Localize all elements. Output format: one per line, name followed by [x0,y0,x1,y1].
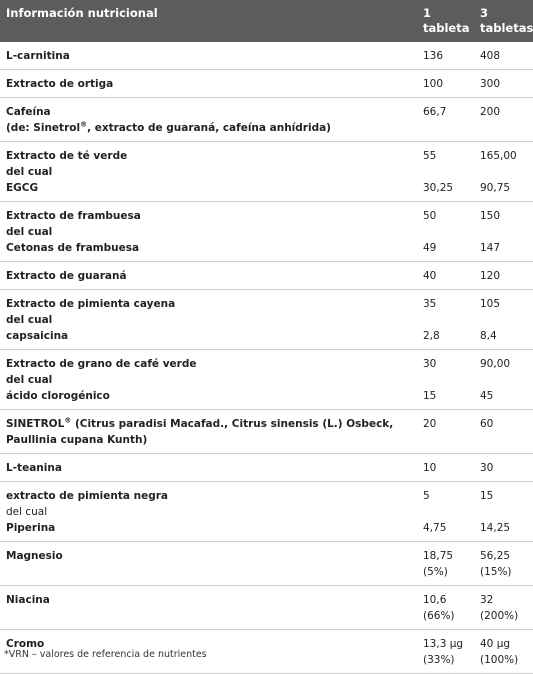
value: 30 [423,358,437,370]
registered-mark: ® [80,120,88,129]
value-3-tablets [474,42,533,70]
value: 300 [480,78,501,90]
sub-value: 15 [423,390,437,402]
value-1-tablet [417,98,474,142]
value-1-tablet [417,350,474,410]
table-row [0,454,533,482]
row-name [0,542,417,586]
footnote: *VRN – valores de referencia de nutrientes [4,649,207,660]
value: 136 [423,50,444,62]
value-1-tablet [417,290,474,350]
value: 35 [423,298,437,310]
nutrient-name: Magnesio [6,550,63,562]
table-row [0,290,533,350]
nutrient-name: Extracto de frambuesa [6,210,141,222]
value: 30 [480,462,494,474]
nrv-percent: (100%) [480,654,519,666]
spacer [480,164,533,180]
value: 15 [480,490,494,502]
nutrient-name: Extracto de té verde [6,150,128,162]
spacer [480,504,533,520]
table-row [0,42,533,70]
value-3-tablets [474,290,533,350]
nrv-percent: (66%) [423,610,455,622]
table-row [0,350,533,410]
row-name [0,42,417,70]
sub-value: 8,4 [480,330,497,342]
table-row [0,98,533,142]
table-row [0,70,533,98]
value-1-tablet [417,586,474,630]
table-row [0,262,533,290]
table-row [0,586,533,630]
spacer [423,372,468,388]
nutrient-name: extracto de pimienta negra [6,490,168,502]
row-name [0,586,417,630]
header-1-tablet [417,0,474,42]
value-3-tablets [474,350,533,410]
header-col3-line1: 3 [480,6,489,20]
row-name [0,70,417,98]
value-1-tablet [417,542,474,586]
value-1-tablet [417,454,474,482]
value: 165,00 [480,150,517,162]
of-which-label: del cual [6,226,53,238]
value: 408 [480,50,501,62]
sub-nutrient-name: Cetonas de frambuesa [6,242,140,254]
row-name [0,350,417,410]
value: 105 [480,298,501,310]
value-3-tablets [474,586,533,630]
source-text-b: , extracto de guaraná, cafeína anhídrida) [87,122,331,134]
sub-nutrient-name: ácido clorogénico [6,390,110,402]
row-name [0,454,417,482]
table-header-row [0,0,533,42]
registered-mark: ® [64,416,72,425]
value: 60 [480,418,494,430]
value: 150 [480,210,501,222]
nutrient-source-note [6,120,411,136]
row-name [0,98,417,142]
row-name [0,410,417,454]
row-name [0,290,417,350]
table-row [0,202,533,262]
value-3-tablets [474,454,533,482]
table-row [0,542,533,586]
value-3-tablets [474,410,533,454]
sub-nutrient-name: capsaicina [6,330,69,342]
table-row [0,142,533,202]
value: 55 [423,150,437,162]
spacer [480,224,533,240]
value-3-tablets [474,482,533,542]
value: 200 [480,106,501,118]
value-3-tablets [474,202,533,262]
nutrient-name: L-teanina [6,462,62,474]
header-nutrition-info [0,0,417,42]
source-text-a: (de: Sinetrol [6,122,81,134]
value: 5 [423,490,430,502]
of-which-label: del cual [6,166,53,178]
value: 18,75 [423,550,454,562]
nutrient-name: Cafeína [6,106,51,118]
spacer [423,224,468,240]
sub-value: 147 [480,242,501,254]
value: 32 [480,594,494,606]
value: 56,25 [480,550,511,562]
nutrient-name-detail: (Citrus paradisi Macafad., Citrus sinensis (L.) Osbeck, Paullinia cupana Kunth) [6,418,394,446]
nrv-percent: (5%) [423,566,448,578]
spacer [423,504,468,520]
value: 40 µg [480,638,511,650]
row-name [0,142,417,202]
of-which-label: del cual [6,314,53,326]
nrv-percent: (200%) [480,610,519,622]
spacer [423,312,468,328]
of-which-label: del cual [6,506,48,518]
value: 100 [423,78,444,90]
value-3-tablets [474,70,533,98]
value: 40 [423,270,437,282]
row-name [0,202,417,262]
header-col3-line2: tabletas [480,21,533,35]
value-1-tablet [417,202,474,262]
header-3-tablets [474,0,533,42]
nutrient-name: Extracto de pimienta cayena [6,298,176,310]
value: 10 [423,462,437,474]
header-col2-line2: tableta [423,21,470,35]
table-row [0,482,533,542]
sub-value: 30,25 [423,182,454,194]
sub-value: 14,25 [480,522,511,534]
value-1-tablet [417,262,474,290]
nutrient-name: L-carnitina [6,50,70,62]
value: 90,00 [480,358,511,370]
nrv-percent: (15%) [480,566,512,578]
spacer [480,312,533,328]
value-1-tablet [417,42,474,70]
value: 13,3 µg [423,638,464,650]
spacer [480,372,533,388]
nrv-percent: (33%) [423,654,455,666]
value-3-tablets [474,542,533,586]
value-1-tablet [417,410,474,454]
table-row [0,410,533,454]
nutrient-name: Niacina [6,594,50,606]
nutrient-name: Extracto de grano de café verde [6,358,197,370]
value: 120 [480,270,501,282]
header-col2-line1: 1 [423,6,432,20]
sub-value: 49 [423,242,437,254]
sub-value: 90,75 [480,182,511,194]
nutrient-name: SINETROL [6,418,65,430]
value: 66,7 [423,106,447,118]
of-which-label: del cual [6,374,53,386]
value-1-tablet [417,482,474,542]
spacer [423,164,468,180]
sub-value: 4,75 [423,522,447,534]
value-3-tablets [474,98,533,142]
row-name [0,482,417,542]
sub-nutrient-name: Piperina [6,522,56,534]
value: 50 [423,210,437,222]
value: 10,6 [423,594,447,606]
sub-value: 45 [480,390,494,402]
value-1-tablet [417,142,474,202]
value-1-tablet [417,70,474,98]
nutrient-name: Cromo [6,638,45,650]
row-name [0,262,417,290]
nutrient-name: Extracto de guaraná [6,270,127,282]
value-3-tablets [474,142,533,202]
header-title: Información nutricional [6,6,158,20]
sub-value: 2,8 [423,330,440,342]
value-3-tablets [474,262,533,290]
sub-nutrient-name: EGCG [6,182,39,194]
nutrient-name: Extracto de ortiga [6,78,114,90]
value: 20 [423,418,437,430]
